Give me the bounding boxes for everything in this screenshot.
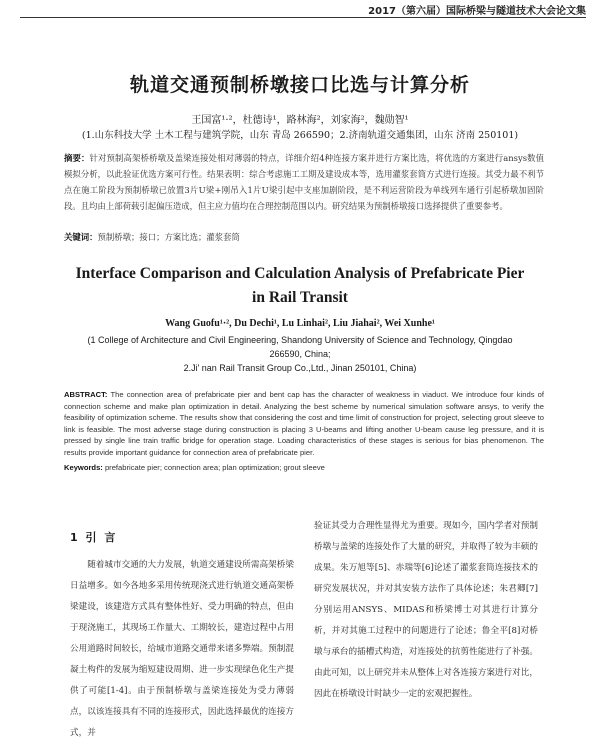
chinese-abstract-label: 摘要： (64, 153, 90, 163)
english-keywords-text: prefabricate pier; connection area; plan optimization; grout sleeve (104, 463, 325, 472)
header-rule (20, 17, 586, 18)
english-affiliation-line3: 2.Ji' nan Rail Transit Group Co.,Ltd., Jinan 250101, China) (183, 363, 417, 373)
english-abstract-label: ABSTRACT: (64, 390, 108, 399)
english-keywords-label: Keywords: (64, 463, 103, 472)
english-affiliation (40, 333, 560, 375)
section-heading-introduction: 1 引 言 (70, 531, 118, 544)
running-header: 2017（第六届）国际桥梁与隧道技术大会论文集 (368, 6, 586, 17)
chinese-keywords-label: 关键词： (64, 232, 98, 242)
english-authors: Wang Guofu¹·², Du Dechi¹, Lu Linhai², Liu Jiahai², Wei Xunhe¹ (165, 318, 435, 329)
body-column-left (70, 555, 294, 744)
english-title-line2: in Rail Transit (252, 289, 348, 306)
english-keywords (64, 463, 544, 472)
chinese-authors: 王国富¹·²，杜德诗¹，路林海²，刘家海²，魏勋智¹ (191, 115, 409, 126)
english-abstract (64, 389, 544, 458)
english-abstract-text: The connection area of prefabricate pier and bent cap has the character of weakness in viaduct. We introduce four kinds of connection scheme and make plan optimization in detail. Analyzing the best scheme by numerical simulation software ansys, to verify the feasibility of optimization scheme. The results show that considering the cost and time limit of construction for project, selecting grout sleeve to link is feasible. The most adverse stage during construction is placing 3 U-beams and lifting another U-beam cause leg pressure, and it is pressed by single line train traffic bridge for operation stage. Loading characteristics of these stages is serious for bias phenomenon. The results provide important guidance for connection area of prefabricate pier. (64, 390, 544, 457)
chinese-abstract-text: 针对预制高架桥桥墩及盖梁连接处相对薄弱的特点，详细介绍4种连接方案并进行方案比选，将优选的方案进行ansys数值模拟分析，以此验证优选方案可行性。结果表明：综合考虑施工工期及建设成本等，选用灌浆套筒方式进行连接。其受力最不利节点在施工阶段为预制桥墩已放置3片U梁+刚吊入1片U梁引起中支座加剧阶段，是不利运营阶段为单线列车通行引起桥墩加固阶段。且均由上部荷载引起偏压造成，但主应力值均在合理控制范围以内。研究结果为预制桥墩接口选择提供了重要参考。 (64, 153, 545, 211)
chinese-affiliation: (1.山东科技大学 土木工程与建筑学院，山东 青岛 266590；2.济南轨道交通集团，山东 济南 250101) (81, 130, 519, 141)
chinese-title: 轨道交通预制桥墩接口比选与计算分析 (129, 74, 470, 96)
chinese-keywords-text: 预制桥墩；接口；方案比选；灌浆套筒 (97, 232, 240, 242)
chinese-abstract (64, 150, 544, 214)
intro-paragraph-right: 验证其受力合理性显得尤为重要。现如今，国内学者对预制桥墩与盖梁的连接处作了大量的研究，并取得了较为丰硕的成果。朱万旭等[5]、赤瑞等[6]论述了灌浆套筒连接技术的研究发展状况，并对其安装方法作了具体论述；朱君卿[7]分别运用ANSYS、MIDAS和桥梁博士对其进行计算分析，并对其施工过程中的问题进行了论述；鲁全平[8]对桥墩与承台的插槽式构造，对连接处的抗剪性能进行了补强。由此可知，以上研究并未从整体上对各连接方案进行对比，因此在桥墩设计时缺少一定的宏观把握性。 (314, 521, 538, 699)
english-affiliation-line1: (1 College of Architecture and Civil Engineering, Shandong University of Science and Technology, Qingdao (87, 335, 513, 345)
english-affiliation-line2: 266590, China; (269, 349, 331, 359)
body-column-right (314, 516, 538, 705)
intro-paragraph-left: 随着城市交通的大力发展，轨道交通建设所需高架桥梁日益增多。如今各地多采用传统现浇式进行轨道交通高架桥梁建设，该建造方式具有整体性好、受力明确的特点，但由于现浇施工，其现场工作量大、工期较长，建造过程中占用公用道路时间较长，给城市道路交通带来诸多弊端。预制混凝土构件的发展为缩短建设周期、进一步实现绿色化生产提供了可能[1-4]。由于预制桥墩与盖梁连接处为受力薄弱点，以该连接具有不同的连接形式，因此选择最优的连接方式，并 (70, 560, 294, 738)
english-title-line1: Interface Comparison and Calculation Analysis of Prefabricate Pier (75, 265, 525, 282)
chinese-keywords (64, 231, 544, 243)
english-title (40, 262, 560, 310)
